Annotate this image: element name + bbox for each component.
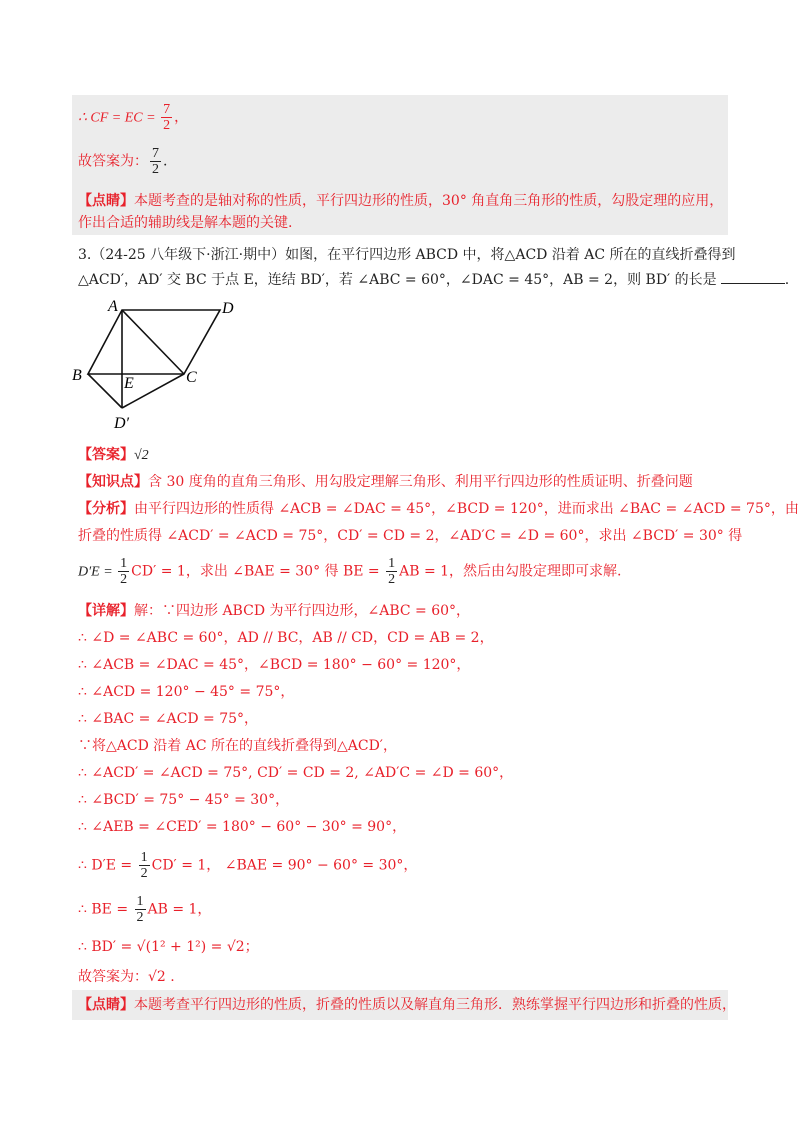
- detail-line8: ∴ ∠BCD′ = 75° − 45° = 30°，: [78, 792, 290, 808]
- segment-bd-prime: [88, 374, 122, 408]
- analysis-line1: 【分析】由平行四边形的性质得 ∠ACB = ∠DAC = 45°，∠BCD = 120°，进而求出 ∠BAC = ∠ACD = 75°，由: [78, 501, 799, 517]
- analysis-line3: D′E = $\frac{1}{2}$ CD′ = 1，求出 ∠BAE = 30° 得 BE = $\frac{1}{2}$ AB = 1，然后由勾股定理即可求解.: [78, 556, 622, 587]
- answer-blank: [721, 283, 785, 284]
- label-d-prime: D′: [114, 415, 130, 432]
- cf-ec-line: ∴ CF = EC = $\frac{7}{2}$ ，: [78, 102, 189, 133]
- diagonal-ac: [122, 310, 184, 374]
- detail-line11: ∴ BE = $\frac{1}{2}$ AB = 1，: [78, 894, 212, 925]
- problem-line1: 3.（24-25 八年级下·浙江·期中）如图，在平行四边形 ABCD 中，将△ACD 沿着 AC 所在的直线折叠得到: [78, 247, 736, 263]
- detail-line2: ∴ ∠D = ∠ABC = 60°，AD // BC，AB // CD，CD = AB = 2，: [78, 630, 494, 646]
- detail-line12: ∴ BD′ = √(1² + 1²) = √2；: [78, 939, 259, 955]
- label-b: B: [72, 367, 82, 384]
- parallelogram-figure: [66, 296, 266, 446]
- detail-line7: ∴ ∠ACD′ = ∠ACD = 75°, CD′ = CD = 2, ∠AD′C = ∠D = 60°，: [78, 765, 514, 781]
- problem-line2: △ACD′，AD′ 交 BC 于点 E，连结 BD′，若 ∠ABC = 60°，∠DAC = 45°，AB = 2，则 BD′ 的长是 .: [78, 272, 790, 288]
- detail-line10: ∴ D′E = $\frac{1}{2}$ CD′ = 1， ∠BAE = 90° − 60° = 30°，: [78, 850, 418, 881]
- detail-line6: ∵将△ACD 沿着 AC 所在的直线折叠得到△ACD′，: [78, 738, 397, 754]
- detail-line4: ∴ ∠ACD = 120° − 45° = 75°，: [78, 684, 295, 700]
- label-d: D: [222, 300, 234, 317]
- analysis-line2: 折叠的性质得 ∠ACD′ = ∠ACD = 75°，CD′ = CD = 2，∠AD′C = ∠D = 60°，求出 ∠BCD′ = 30° 得: [78, 528, 743, 544]
- detail-line13: 故答案为：√2 .: [78, 969, 175, 985]
- previous-comment-line2: 作出合适的辅助线是解本题的关键.: [78, 215, 293, 231]
- detail-line9: ∴ ∠AEB = ∠CED′ = 180° − 60° − 30° = 90°，: [78, 819, 407, 835]
- detail-line1: 【详解】解：∵四边形 ABCD 为平行四边形，∠ABC = 60°，: [78, 603, 471, 619]
- label-a: A: [108, 298, 118, 315]
- knowledge-line: 【知识点】含 30 度角的直角三角形、用勾股定理解三角形、利用平行四边形的性质证明、折叠问题: [78, 474, 693, 490]
- answer-line: 【答案】√2: [78, 447, 149, 463]
- detail-line3: ∴ ∠ACB = ∠DAC = 45°，∠BCD = 180° − 60° = 120°，: [78, 657, 471, 673]
- final-comment-line: 【点睛】本题考查平行四边形的性质，折叠的性质以及解直角三角形．熟练掌握平行四边形和折叠的性质，: [78, 997, 736, 1013]
- previous-answer-line: 故答案为： $\frac{7}{2}$ .: [78, 146, 168, 177]
- label-c: C: [186, 369, 197, 386]
- detail-line5: ∴ ∠BAC = ∠ACD = 75°，: [78, 711, 259, 727]
- previous-comment-line1: 【点睛】本题考查的是轴对称的性质，平行四边形的性质，30° 角直角三角形的性质，勾股定理的应用，: [78, 193, 724, 209]
- label-e: E: [124, 375, 134, 392]
